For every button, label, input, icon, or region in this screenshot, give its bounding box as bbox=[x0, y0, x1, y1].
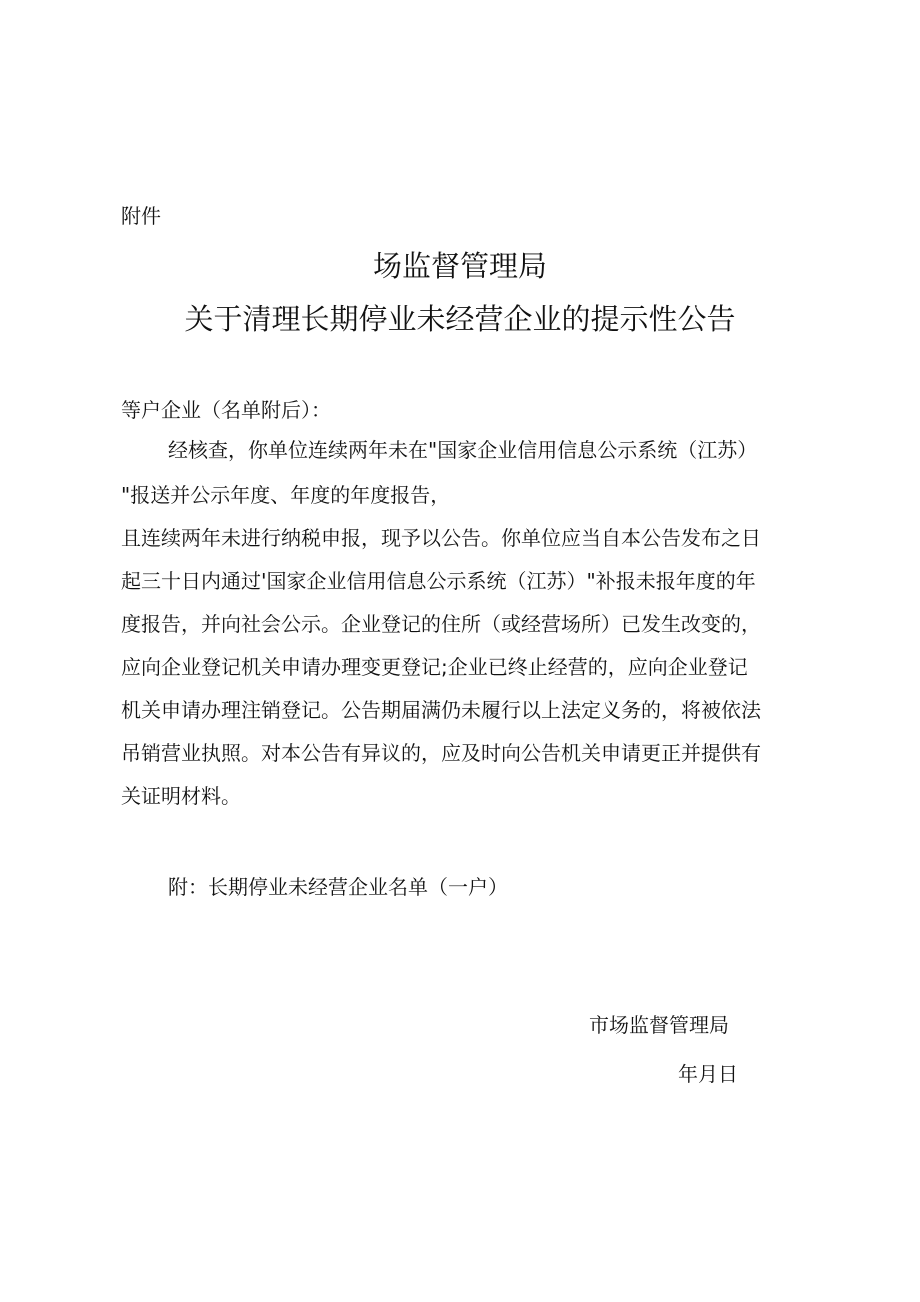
signature-date: 年月日 bbox=[678, 1062, 738, 1086]
title-line-2: 关于清理长期停业未经营企业的提示性公告 bbox=[184, 302, 736, 336]
body-line: 机关申请办理注销登记。公告期届满仍未履行以上法定义务的，将被依法 bbox=[121, 698, 761, 722]
body-line: 起三十日内通过'国家企业信用信息公示系统（江苏）"补报未报年度的年 bbox=[121, 569, 756, 593]
body-line: "报送并公示年度、年度的年度报告， bbox=[121, 483, 451, 507]
body-line: 应向企业登记机关申请办理变更登记;企业已终止经营的，应向企业登记 bbox=[121, 655, 748, 679]
body-line: 关证明材料。 bbox=[121, 784, 241, 808]
body-line: 经核查，你单位连续两年未在"国家企业信用信息公示系统（江苏） bbox=[168, 438, 758, 462]
body-line: 度报告，并向社会公示。企业登记的住所（或经营场所）已发生改变的， bbox=[121, 612, 761, 636]
body-line: 吊销营业执照。对本公告有异议的，应及时向公告机关申请更正并提供有 bbox=[121, 741, 761, 765]
body-line: 且连续两年未进行纳税申报，现予以公告。你单位应当自本公告发布之日 bbox=[121, 526, 761, 550]
salutation: 等户企业（名单附后）： bbox=[121, 398, 331, 422]
attachment-label: 附件 bbox=[121, 204, 161, 228]
signature-organization: 市场监督管理局 bbox=[589, 1013, 729, 1037]
appendix-note: 附：长期停业未经营企业名单（一户） bbox=[168, 875, 508, 899]
title-line-1: 场监督管理局 bbox=[372, 249, 547, 283]
